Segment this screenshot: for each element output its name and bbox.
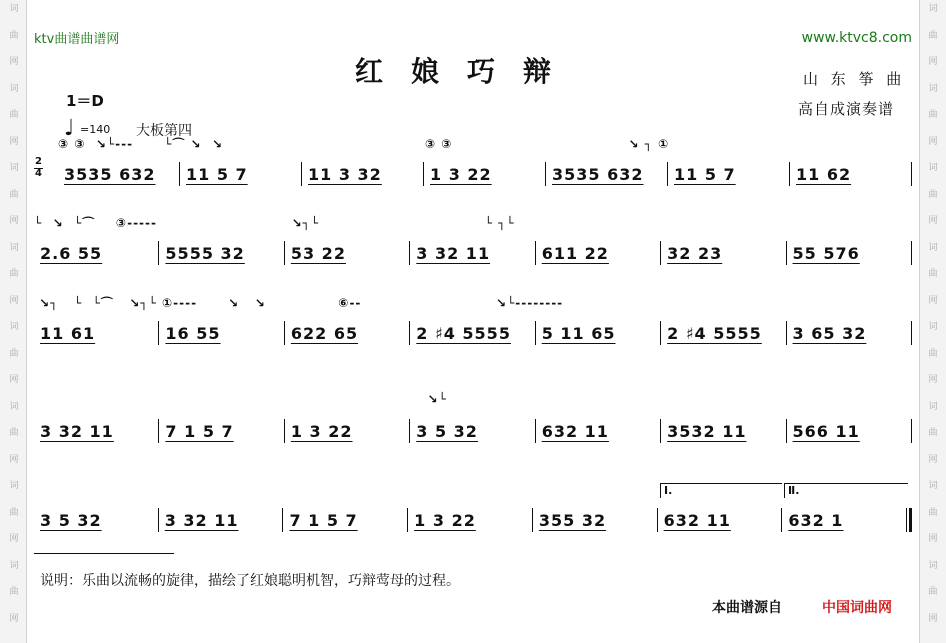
watermark-glyph: 曲 xyxy=(9,30,19,41)
watermark-glyph: 网 xyxy=(9,57,19,67)
measure: 3532 11 xyxy=(667,421,747,441)
section-name: 大板第四 xyxy=(136,123,192,139)
footnote-rule xyxy=(34,553,174,554)
measure: 11 61 xyxy=(40,323,96,343)
barline xyxy=(911,321,912,345)
header-site-url[interactable]: www.ktvc8.com xyxy=(801,30,912,46)
ornament-line: ↘└ xyxy=(34,392,447,406)
measure: 7 1 5 7 xyxy=(165,421,234,441)
measure: 16 55 xyxy=(165,323,221,343)
ornament-line xyxy=(34,481,912,507)
measure: 3535 632 xyxy=(64,164,156,184)
watermark-glyph: 词 xyxy=(928,560,938,571)
watermark-glyph: 词 xyxy=(9,163,19,173)
watermark-glyph: 网 xyxy=(928,295,938,306)
watermark-glyph: 网 xyxy=(9,613,19,624)
watermark-glyph: 曲 xyxy=(9,269,19,279)
watermark-glyph: 词 xyxy=(9,401,19,412)
measure: 3 65 32 xyxy=(792,323,867,343)
time-signature-numerator: 2 xyxy=(35,156,42,167)
measure: 3 32 11 xyxy=(416,243,491,263)
watermark-glyph: 词 xyxy=(928,4,938,14)
measure: 3535 632 xyxy=(552,164,644,184)
measure: 566 11 xyxy=(792,421,860,441)
measure: 622 65 xyxy=(290,323,359,343)
final-barline xyxy=(909,508,912,532)
measure: 11 62 xyxy=(796,164,852,184)
composer-credit: 山 东 筝 曲 xyxy=(803,70,906,88)
watermark-glyph: 曲 xyxy=(928,428,938,438)
watermark-glyph: 网 xyxy=(928,57,938,67)
watermark-glyph: 词 xyxy=(928,163,938,173)
measure-row xyxy=(34,507,912,533)
watermark-glyph: 曲 xyxy=(928,189,938,200)
watermark-glyph: 词 xyxy=(928,481,938,491)
watermark-glyph: 网 xyxy=(9,216,19,226)
barline xyxy=(911,419,912,443)
watermark-glyph: 网 xyxy=(928,216,938,226)
watermark-glyph: 词 xyxy=(9,322,19,332)
watermark-glyph: 曲 xyxy=(9,189,19,200)
watermark-glyph: 网 xyxy=(928,136,938,147)
tempo-value: =140 xyxy=(80,123,111,136)
source-site-link[interactable]: 中国词曲网 xyxy=(822,600,892,616)
performer-credit: 高自成演奏谱 xyxy=(798,100,895,118)
watermark-glyph: 曲 xyxy=(9,428,19,438)
watermark-glyph: 曲 xyxy=(928,348,938,359)
watermark-glyph: 曲 xyxy=(9,348,19,359)
measure: 3 32 11 xyxy=(164,510,239,530)
barline xyxy=(906,508,907,532)
measure-row xyxy=(34,320,912,346)
watermark-glyph: 曲 xyxy=(928,269,938,279)
barline xyxy=(911,162,912,186)
ornament-line: ③ ③ ↘└--- └⌒ ↘ ↘ ③ ③ ↘ ┐ ① xyxy=(58,137,670,151)
measure-row xyxy=(58,161,912,187)
watermark-glyph: 网 xyxy=(9,295,19,306)
watermark-glyph: 网 xyxy=(9,375,19,385)
score-title: 红娘巧辩 xyxy=(355,55,580,88)
watermark-glyph: 词 xyxy=(9,242,19,253)
measure: 3 32 11 xyxy=(40,421,114,441)
watermark-glyph: 网 xyxy=(928,375,938,385)
watermark-glyph: 词 xyxy=(928,401,938,412)
quarter-note-icon: ♩ xyxy=(64,116,75,141)
measure: 1 3 22 xyxy=(290,421,353,441)
volta-label: Ⅰ. xyxy=(664,484,673,497)
watermark-glyph: 词 xyxy=(9,83,19,94)
watermark-glyph: 曲 xyxy=(928,110,938,120)
watermark-glyph: 曲 xyxy=(928,587,938,597)
measure: 632 11 xyxy=(541,421,609,441)
watermark-glyph: 曲 xyxy=(9,110,19,120)
watermark-glyph: 网 xyxy=(9,454,19,465)
measure: 53 22 xyxy=(290,243,346,263)
measure: 611 22 xyxy=(541,243,609,263)
measure: 11 5 7 xyxy=(674,164,736,184)
time-signature-denominator: 4 xyxy=(35,168,42,179)
measure: 2 ♯4 5555 xyxy=(667,323,762,343)
watermark-glyph: 网 xyxy=(928,613,938,624)
watermark-glyph: 曲 xyxy=(928,507,938,518)
key-signature: 1＝D xyxy=(66,92,104,110)
measure: 3 5 32 xyxy=(416,421,478,441)
watermark-glyph: 网 xyxy=(9,534,19,544)
measure: 5555 32 xyxy=(165,243,245,263)
barline xyxy=(911,241,912,265)
measure: 11 5 7 xyxy=(186,164,248,184)
measure: 2.6 55 xyxy=(40,243,103,263)
ornament-line: └ ↘ └⌒ ③----- ↘┐└ └ ┐└ xyxy=(34,216,515,230)
measure: 1 3 22 xyxy=(414,510,476,530)
watermark-glyph: 曲 xyxy=(9,507,19,518)
watermark-glyph: 词 xyxy=(928,83,938,94)
measure-row xyxy=(34,240,912,266)
watermark-glyph: 网 xyxy=(9,136,19,147)
measure: 632 11 xyxy=(663,510,731,530)
watermark-glyph: 网 xyxy=(928,534,938,544)
left-watermark-strip xyxy=(0,0,27,643)
watermark-glyph: 词 xyxy=(928,242,938,253)
measure: 2 ♯4 5555 xyxy=(416,323,511,343)
source-label: 本曲谱源自 xyxy=(712,600,782,616)
ornament-line: ↘┐ └ └⌒ ↘┐└ ①---- ↘ ↘ ⑥-- ↘└-------- xyxy=(34,296,564,310)
measure: 55 576 xyxy=(792,243,860,263)
measure: 355 32 xyxy=(538,510,607,530)
measure: 32 23 xyxy=(667,243,723,263)
measure-row xyxy=(34,418,912,444)
volta-label: Ⅱ. xyxy=(788,484,800,497)
header-site-left[interactable]: ktv曲谱曲谱网 xyxy=(34,32,120,47)
watermark-glyph: 词 xyxy=(9,560,19,571)
watermark-glyph: 词 xyxy=(9,481,19,491)
watermark-glyph: 曲 xyxy=(9,587,19,597)
watermark-glyph: 网 xyxy=(928,454,938,465)
watermark-glyph: 曲 xyxy=(928,30,938,41)
measure: 5 11 65 xyxy=(541,323,616,343)
footnote-text: 说明：乐曲以流畅的旋律，描绘了红娘聪明机智，巧辩莺母的过程。 xyxy=(40,573,460,589)
measure: 1 3 22 xyxy=(430,164,492,184)
measure: 3 5 32 xyxy=(40,510,102,530)
watermark-glyph: 词 xyxy=(928,322,938,332)
measure: 632 1 xyxy=(788,510,844,530)
right-watermark-strip xyxy=(919,0,946,643)
watermark-glyph: 词 xyxy=(9,4,19,14)
measure: 7 1 5 7 xyxy=(289,510,358,530)
measure: 11 3 32 xyxy=(308,164,382,184)
